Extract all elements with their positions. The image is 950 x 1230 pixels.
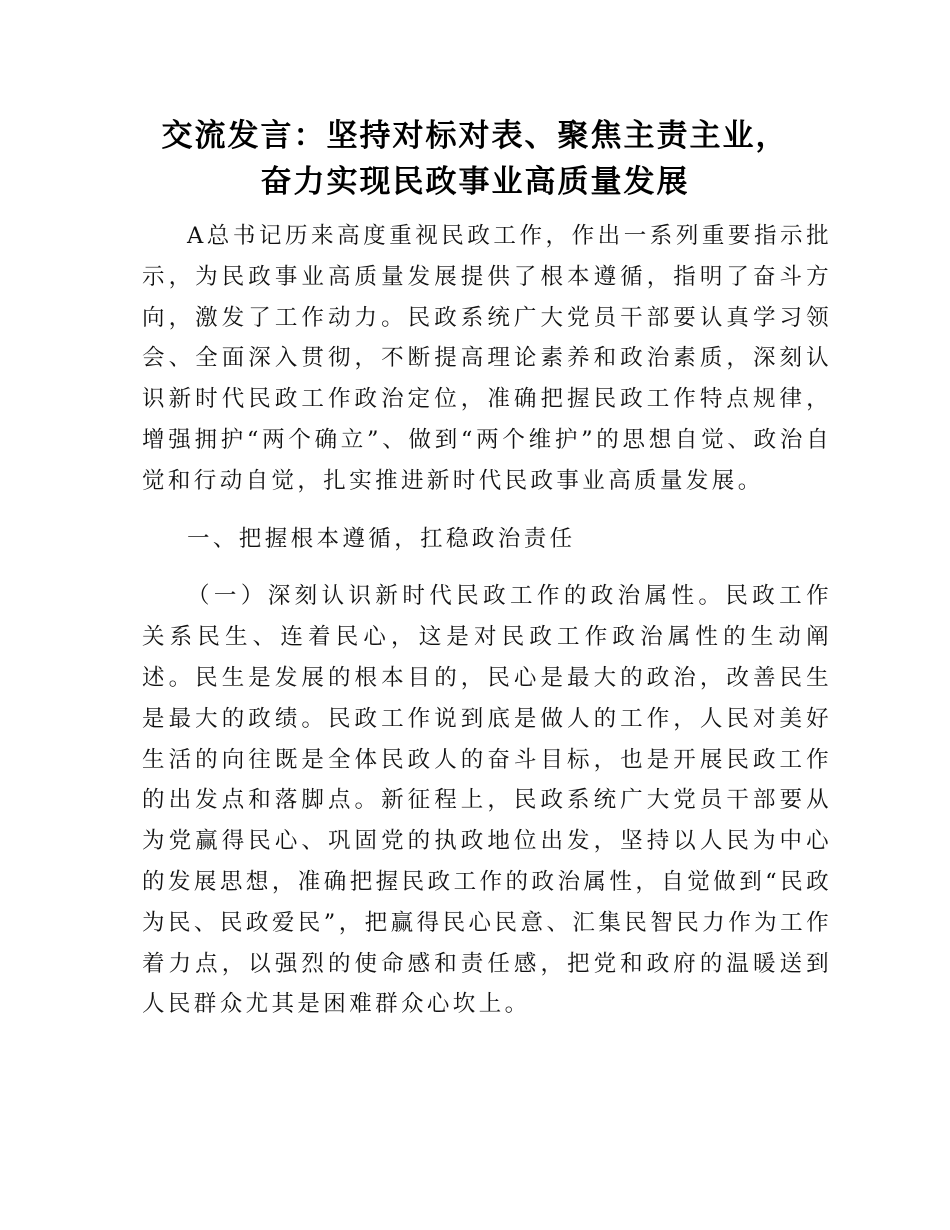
document-body bbox=[142, 216, 832, 1025]
document-title-line-2: 奋力实现民政事业高质量发展 bbox=[260, 164, 690, 200]
section-heading-1: 一、把握根本遵循，扛稳政治责任 bbox=[187, 525, 576, 552]
section-1-paragraph-1: （一）深刻认识新时代民政工作的政治属性。民政工作关系民生、连着民心，这是对民政工作政治属性的生动阐述。民生是发展的根本目的，民心是最大的政治，改善民生是最大的政绩。民政工作说到底是做人的工作，人民对美好生活的向往既是全体民政人的奋斗目标，也是开展民政工作的出发点和落脚点。新征程上，民政系统广大党员干部要从为党赢得民心、巩固党的执政地位出发，坚持以人民为中心的发展思想，准确把握民政工作的政治属性，自觉做到“民政为民、民政爱民”，把赢得民心民意、汇集民智民力作为工作着力点，以强烈的使命感和责任感，把党和政府的温暖送到人民群众尤其是困难群众心坎上。 bbox=[142, 583, 832, 1018]
intro-paragraph: A总书记历来高度重视民政工作，作出一系列重要指示批示，为民政事业高质量发展提供了根本遵循，指明了奋斗方向，激发了工作动力。民政系统广大党员干部要认真学习领会、全面深入贯彻，不断提高理论素养和政治素质，深刻认识新时代民政工作政治定位，准确把握民政工作特点规律，增强拥护“两个确立”、做到“两个维护”的思想自觉、政治自觉和行动自觉，扎实推进新时代民政事业高质量发展。 bbox=[142, 223, 832, 494]
document-title-line-1: 交流发言：坚持对标对表、聚焦主责主业， bbox=[161, 118, 789, 154]
